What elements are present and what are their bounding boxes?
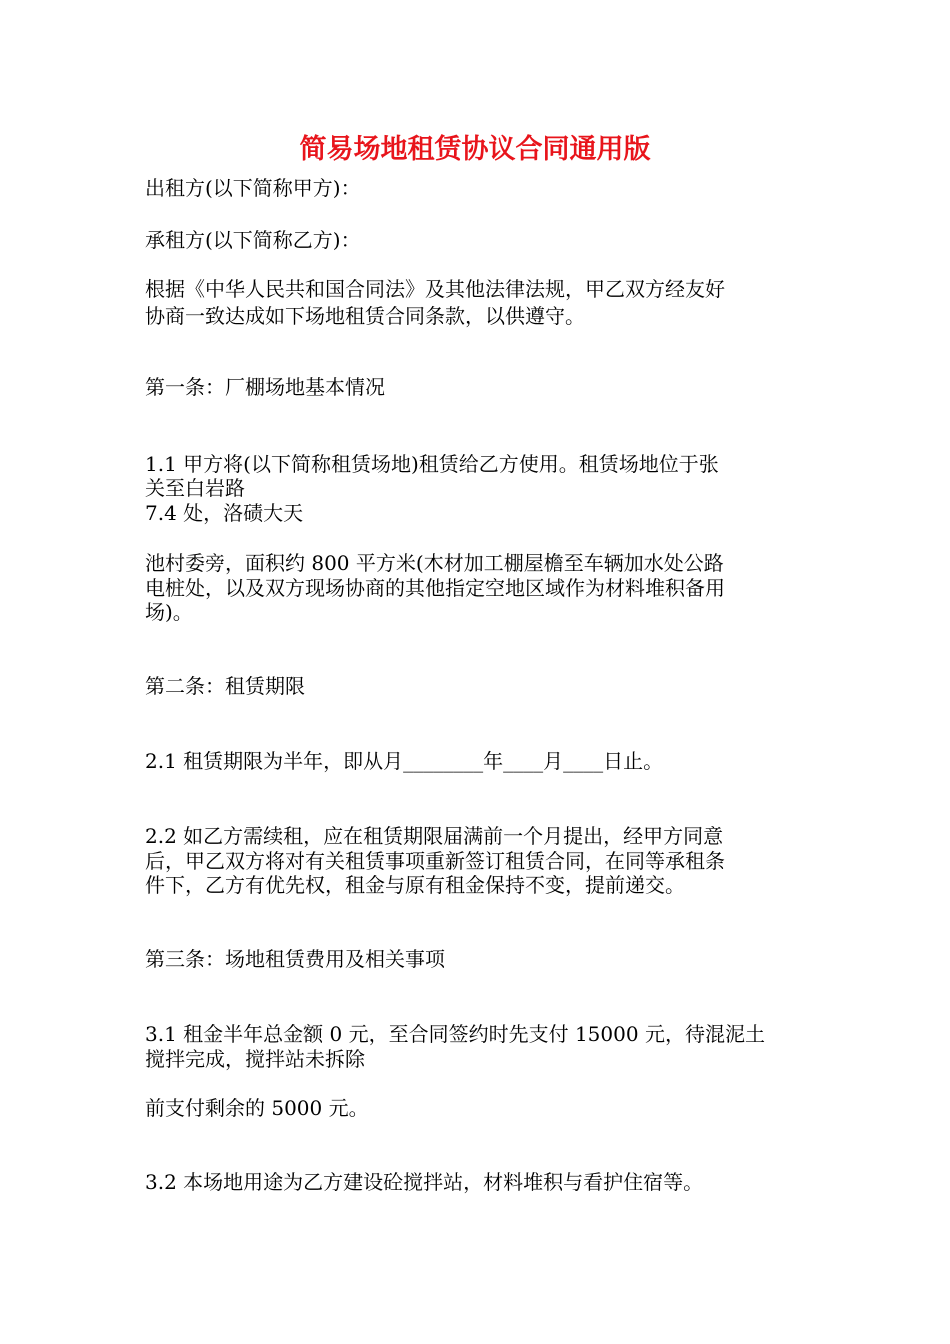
document-title: 简易场地租赁协议合同通用版 bbox=[299, 134, 651, 165]
clause-1-1-line-5: 电桩处，以及双方现场协商的其他指定空地区域作为材料堆积备用 bbox=[145, 576, 725, 600]
article-1-heading: 第一条：厂棚场地基本情况 bbox=[145, 375, 385, 399]
clause-1-1-line-4: 池村委旁，面积约 800 平方米(木材加工棚屋檐至车辆加水处公路 bbox=[145, 551, 724, 575]
clause-3-1-line-3: 前支付剩余的 5000 元。 bbox=[145, 1096, 369, 1120]
article-3-heading: 第三条：场地租赁费用及相关事项 bbox=[145, 947, 445, 971]
article-2-heading: 第二条：租赁期限 bbox=[145, 674, 305, 698]
clause-2-2-line-1: 2.2 如乙方需续租，应在租赁期限届满前一个月提出，经甲方同意 bbox=[145, 824, 724, 848]
clause-3-2: 3.2 本场地用途为乙方建设砼搅拌站，材料堆积与看护住宿等。 bbox=[145, 1170, 704, 1194]
clause-1-1-line-6: 场)。 bbox=[145, 600, 193, 624]
lessor-line: 出租方(以下简称甲方)： bbox=[145, 176, 361, 200]
clause-3-1-line-2: 搅拌完成，搅拌站未拆除 bbox=[145, 1047, 365, 1071]
clause-1-1-line-2: 关至白岩路 bbox=[145, 476, 245, 500]
clause-1-1-line-3: 7.4 处，洛碛大天 bbox=[145, 501, 304, 525]
clause-2-2-line-2: 后，甲乙双方将对有关租赁事项重新签订租赁合同，在同等承租条 bbox=[145, 849, 725, 873]
clause-3-1-line-1: 3.1 租金半年总金额 0 元，至合同签约时先支付 15000 元，待混泥土 bbox=[145, 1022, 765, 1046]
clause-1-1-line-1: 1.1 甲方将(以下简称租赁场地)租赁给乙方使用。租赁场地位于张 bbox=[145, 452, 719, 476]
preamble-line-2: 协商一致达成如下场地租赁合同条款，以供遵守。 bbox=[145, 304, 585, 328]
preamble-line-1: 根据《中华人民共和国合同法》及其他法律法规，甲乙双方经友好 bbox=[145, 277, 725, 301]
clause-2-2-line-3: 件下，乙方有优先权，租金与原有租金保持不变，提前递交。 bbox=[145, 873, 685, 897]
clause-2-1: 2.1 租赁期限为半年，即从月________年____月____日止。 bbox=[145, 749, 664, 773]
lessee-line: 承租方(以下简称乙方)： bbox=[145, 228, 361, 252]
